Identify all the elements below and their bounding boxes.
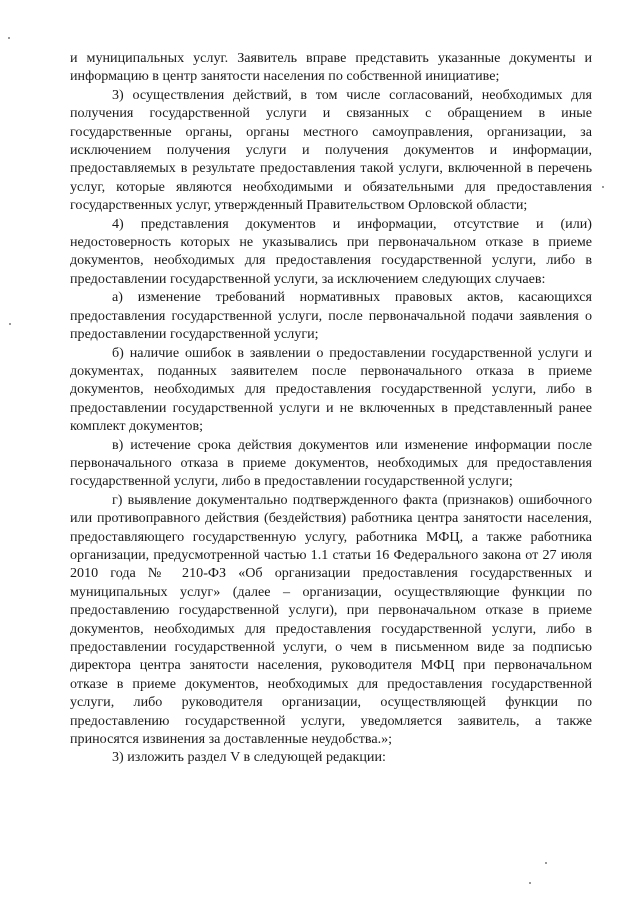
paragraph-subitem-b: б) наличие ошибок в заявлении о предоставлении государственной услуги и документах, поданных заявителем после первоначального отказа в приеме документов, необходимых для предоставления государственной услуги, либо в предоставлении государственной услуги и не включенных в представленный ранее комплект документов; [70, 344, 592, 435]
scan-speck [529, 882, 531, 884]
paragraph-subitem-v: в) истечение срока действия документов или изменение информации после первоначального отказа в приеме документов, необходимых для предоставления государственной услуги, либо в предоставлении государственной услуги; [70, 436, 592, 490]
paragraph-subitem-g: г) выявление документально подтвержденного факта (признаков) ошибочного или противоправного действия (бездействия) работника центра занятости населения, предоставляющего государственную услугу, работника МФЦ, а также работника организации, предусмотренной частью 1.1 статьи 16 Федерального закона от 27 июля 2010 года № 210-ФЗ «Об организации предоставления государственных и муниципальных услуг» (далее – организации, осуществляющие функции по предоставлению государственной услуги), при первоначальном отказе в приеме документов, необходимых для предоставления государственной услуги, либо в предоставлении государственной услуги, о чем в письменном виде за подписью директора центра занятости населения, руководителя МФЦ при первоначальном отказе в приеме документов, необходимых для предоставления государственной услуги, либо руководителя организации, осуществляющей функции по предоставлению государственной услуги, уведомляется заявитель, а также приносятся извинения за доставленные неудобства.»; [70, 491, 592, 748]
document-body [70, 49, 592, 767]
paragraph-subitem-a: а) изменение требований нормативных правовых актов, касающихся предоставления государственной услуги, после первоначальной подачи заявления о предоставлении государственной услуги; [70, 289, 592, 343]
paragraph-item-3: 3) осуществления действий, в том числе согласований, необходимых для получения государственной услуги и связанных с обращением в иные государственные органы, органы местного самоуправления, организации, за исключением получения услуги и получения документов и информации, предоставляемых в результате предоставления такой услуги, включенной в перечень услуг, которые являются необходимыми и обязательными для предоставления государственных услуг, утвержденный Правительством Орловской области; [70, 86, 592, 214]
scan-speck [9, 323, 11, 325]
scan-speck [545, 862, 547, 864]
scan-speck [8, 37, 10, 39]
scan-speck [602, 186, 604, 188]
paragraph-section-v-amendment: 3) изложить раздел V в следующей редакции: [112, 749, 386, 766]
paragraph-item-4: 4) представления документов и информации, отсутствие и (или) недостоверность которых не указывались при первоначальном отказе в приеме документов, необходимых для предоставления государственной услуги, либо в предоставлении государственной услуги, за исключением следующих случаев: [70, 215, 592, 287]
paragraph-continuation: и муниципальных услуг. Заявитель вправе представить указанные документы и информацию в центр занятости населения по собственной инициативе; [70, 50, 592, 85]
